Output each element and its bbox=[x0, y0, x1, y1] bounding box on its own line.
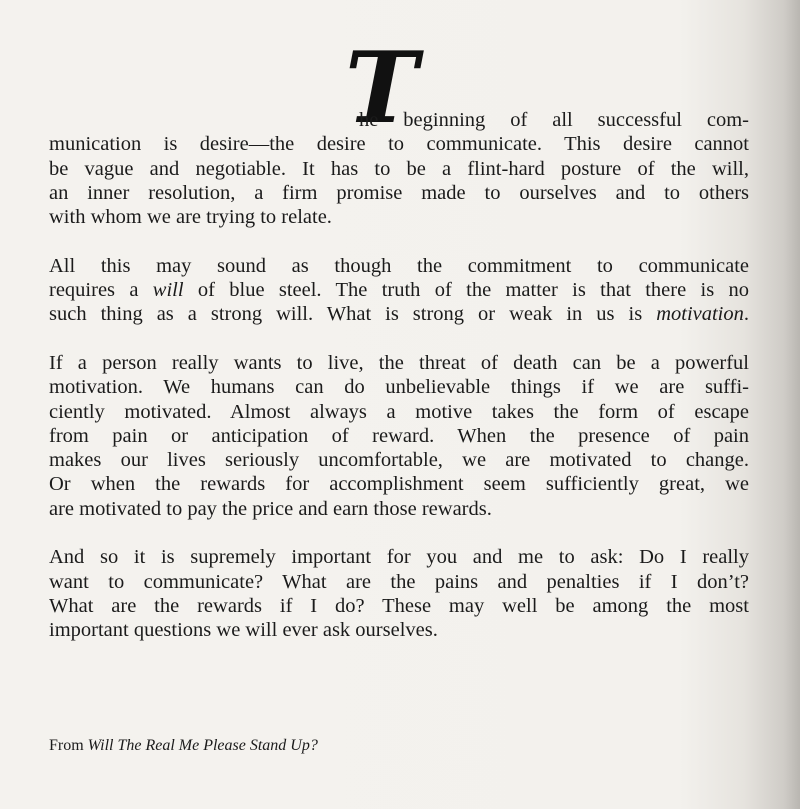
paragraph-4-line-1: And so it is supremely important for you and me to ask: Do I really bbox=[49, 546, 749, 569]
paragraph-3-line-4: from pain or anticipation of reward. When the presence of pain bbox=[49, 424, 749, 447]
paragraph-4-line-2: want to communicate? What are the pains and penalties if I don’t? bbox=[49, 570, 749, 593]
paragraph-2-line-3-text-a: such thing as a strong will. What is strong or weak in us is bbox=[49, 303, 657, 326]
paragraph-2-emphasis-motivation: motivation bbox=[656, 303, 744, 326]
paragraph-3-line-7: are motivated to pay the price and earn those rewards. bbox=[49, 497, 492, 520]
paragraph-4-line-4: important questions we will ever ask ourselves. bbox=[49, 619, 438, 642]
body-text bbox=[49, 108, 749, 667]
source-prefix: From bbox=[49, 737, 88, 754]
paragraph-2-line-1: All this may sound as though the commitment to communicate bbox=[49, 254, 749, 277]
paragraph-3 bbox=[49, 351, 749, 521]
paragraph-2-line-2-text-b: of blue steel. The truth of the matter is that there is no bbox=[183, 279, 749, 302]
paragraph-3-line-1: If a person really wants to live, the threat of death can be a powerful bbox=[49, 351, 749, 374]
paragraph-1-line-2: munication is desire—the desire to communicate. This desire cannot bbox=[49, 133, 749, 156]
paragraph-4-line-3: What are the rewards if I do? These may well be among the most bbox=[49, 594, 749, 617]
source-citation bbox=[49, 737, 318, 755]
paragraph-1-line-5: with whom we are trying to relate. bbox=[49, 206, 332, 229]
source-book-title: Will The Real Me Please Stand Up? bbox=[87, 737, 318, 754]
paragraph-1 bbox=[49, 108, 749, 229]
paragraph-3-line-6: Or when the rewards for accomplishment seem sufficiently great, we bbox=[49, 473, 749, 496]
paragraph-1-line-3: be vague and negotiable. It has to be a flint-hard posture of the will, bbox=[49, 157, 749, 180]
paragraph-2-line-3 bbox=[49, 302, 749, 326]
paragraph-1-line-4: an inner resolution, a firm promise made to ourselves and to others bbox=[49, 181, 749, 204]
paragraph-3-line-5: makes our lives seriously uncomfortable, we are motivated to change. bbox=[49, 449, 749, 472]
paragraph-2-line-2-text-a: requires a bbox=[49, 279, 153, 302]
paragraph-2-line-2 bbox=[49, 278, 749, 302]
paragraph-2-line-3-text-b: . bbox=[743, 303, 749, 326]
paragraph-4 bbox=[49, 545, 749, 642]
paragraph-3-line-3: ciently motivated. Almost always a motive takes the form of escape bbox=[49, 400, 749, 423]
drop-cap-letter: T bbox=[345, 31, 418, 146]
paragraph-3-line-2: motivation. We humans can do unbelievable things if we are suffi- bbox=[49, 376, 749, 399]
paragraph-1-line-1: he beginning of all successful com- bbox=[359, 109, 749, 131]
paragraph-2 bbox=[49, 254, 749, 327]
paragraph-2-emphasis-will: will bbox=[152, 279, 184, 302]
